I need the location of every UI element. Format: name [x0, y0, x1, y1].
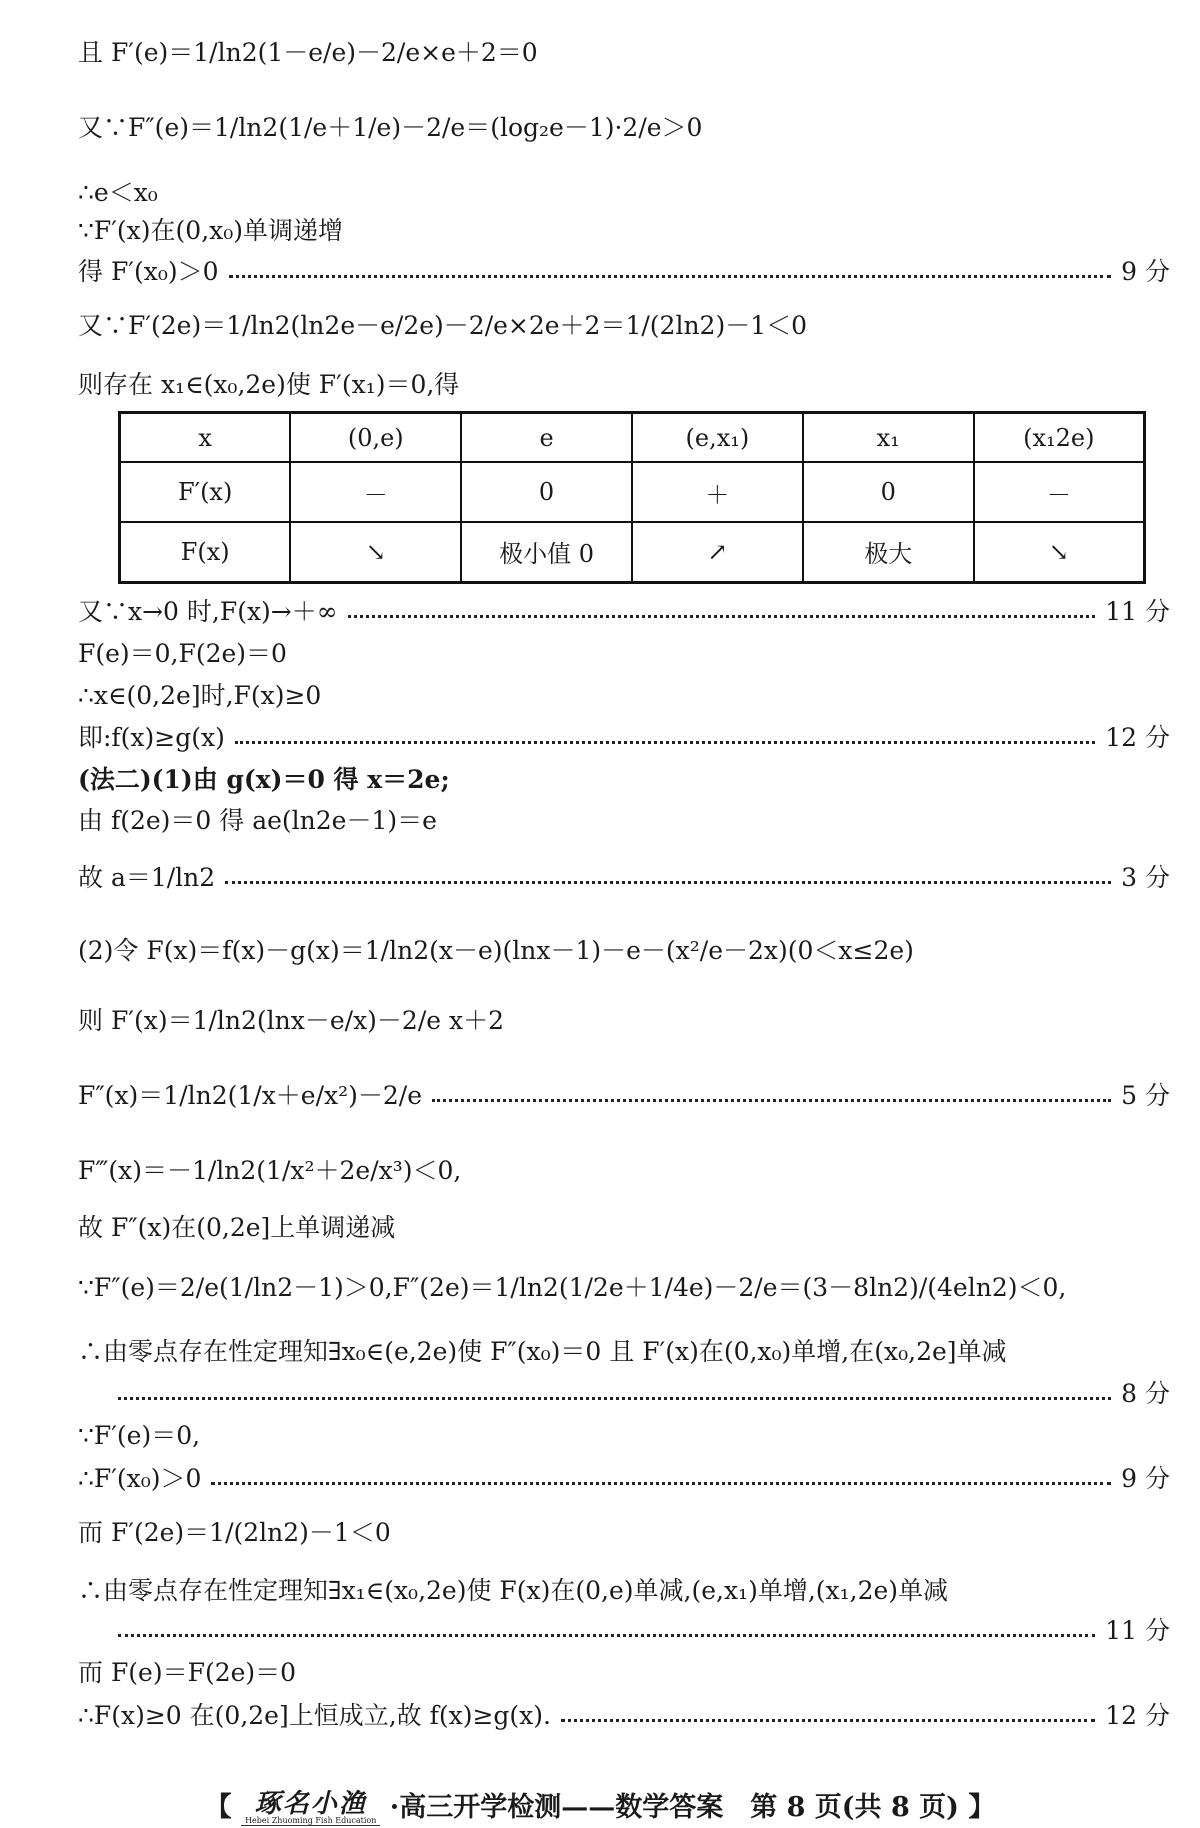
line-text: 得 F′(x₀)＞0 [78, 257, 219, 286]
line [78, 1215, 1170, 1240]
line-text: (2)令 F(x)＝f(x)－g(x)＝1/ln2(x－e)(lnx－1)－e－(x²/e－2x)(0＜x≤2e) [78, 936, 914, 965]
line [78, 1466, 1170, 1491]
leader-dots [561, 1719, 1095, 1722]
line-text: F‴(x)＝－1/ln2(1/x²＋2e/x³)＜0, [78, 1156, 462, 1185]
line-text: ∴F′(x₀)＞0 [78, 1464, 202, 1493]
line-text: ∵F′(e)＝0, [78, 1421, 201, 1450]
line [78, 1578, 1170, 1603]
table-cell: (e,x₁) [632, 413, 803, 463]
line [78, 372, 1170, 397]
table-cell: － [290, 462, 461, 522]
sign-table [118, 411, 1146, 584]
line [78, 1423, 1170, 1448]
line [78, 1339, 1170, 1364]
line [78, 599, 1170, 624]
logo-sub: Hebei Zhuoming Fish Education [245, 1815, 377, 1825]
line [78, 180, 1170, 205]
leader-dots [348, 615, 1096, 618]
line-text: (法二)(1)由 g(x)＝0 得 x＝2e; [78, 765, 450, 794]
line [108, 1381, 1170, 1406]
line-text: 又∵x→0 时,F(x)→＋∞ [78, 597, 338, 626]
table-cell: 0 [803, 462, 974, 522]
footer-bracket-close: 】 [968, 1792, 996, 1823]
line [78, 683, 1170, 708]
score: 9 分 [1121, 257, 1170, 286]
footer-bracket-open: 【 [204, 1792, 232, 1823]
line-text: 而 F′(2e)＝1/(2ln2)－1＜0 [78, 1518, 391, 1547]
line-text: 则 F′(x)＝1/ln2(lnx－e/x)－2/e x＋2 [78, 1006, 505, 1035]
table-cell: F′(x) [120, 462, 291, 522]
score: 12 分 [1105, 723, 1170, 752]
score: 5 分 [1121, 1081, 1170, 1110]
line-text: 故 a＝1/ln2 [78, 863, 216, 892]
leader-dots [432, 1099, 1111, 1102]
line [78, 767, 1170, 792]
line [78, 865, 1170, 890]
line-text: ∵F′(x)在(0,x₀)单调递增 [78, 216, 344, 245]
line [78, 115, 1170, 140]
score: 3 分 [1121, 863, 1170, 892]
table-cell: (0,e) [290, 413, 461, 463]
line [78, 938, 1170, 963]
line-text: ∵F″(e)＝2/e(1/ln2－1)＞0,F″(2e)＝1/ln2(1/2e＋1/4e)－2/e＝(3－8ln2)/(4eln2)＜0, [78, 1273, 1067, 1302]
table-row [120, 462, 1145, 522]
line [78, 1660, 1170, 1685]
line-text: 又∵F″(e)＝1/ln2(1/e＋1/e)－2/e＝(log₂e－1)·2/e＞0 [78, 113, 703, 142]
line [78, 1083, 1170, 1108]
page-footer [0, 1785, 1200, 1826]
line [78, 1158, 1170, 1183]
logo-main: 琢名小渔 [254, 1788, 367, 1819]
line [78, 1520, 1170, 1545]
table-cell: x [120, 413, 291, 463]
line [78, 1008, 1170, 1033]
table-cell: ↘ [974, 522, 1145, 583]
line-text: F″(x)＝1/ln2(1/x＋e/x²)－2/e [78, 1081, 423, 1110]
line [78, 1275, 1170, 1300]
line-text: F(e)＝0,F(2e)＝0 [78, 639, 287, 668]
line [78, 40, 1170, 65]
line [78, 313, 1170, 338]
line-text: 即:f(x)≥g(x) [78, 723, 225, 752]
table-cell: 极小值 0 [461, 522, 632, 583]
table-cell: ＋ [632, 462, 803, 522]
score: 11 分 [1105, 1616, 1170, 1645]
table-cell: ↗ [632, 522, 803, 583]
leader-dots [235, 741, 1095, 744]
table-cell: (x₁2e) [974, 413, 1145, 463]
line-text: ∴由零点存在性定理知∃x₀∈(e,2e)使 F″(x₀)＝0 且 F′(x)在(0,x₀)单增,在(x₀,2e]单减 [78, 1337, 1007, 1366]
table-row [120, 522, 1145, 583]
table-cell: 0 [461, 462, 632, 522]
score: 9 分 [1121, 1464, 1170, 1493]
score: 8 分 [1121, 1379, 1170, 1408]
table-cell: － [974, 462, 1145, 522]
leader-dots [211, 1482, 1111, 1485]
leader-dots [118, 1397, 1111, 1400]
line [78, 725, 1170, 750]
line [78, 218, 1170, 243]
leader-dots [118, 1634, 1095, 1637]
score: 12 分 [1105, 1701, 1170, 1730]
leader-dots [229, 275, 1112, 278]
score: 11 分 [1105, 597, 1170, 626]
line-text: ∴x∈(0,2e]时,F(x)≥0 [78, 681, 322, 710]
table-row [120, 413, 1145, 463]
table-cell: ↘ [290, 522, 461, 583]
line-text: 则存在 x₁∈(x₀,2e)使 F′(x₁)＝0,得 [78, 370, 460, 399]
table-cell: x₁ [803, 413, 974, 463]
line-text: 且 F′(e)＝1/ln2(1－e/e)－2/e×e＋2＝0 [78, 38, 538, 67]
line [78, 808, 1170, 833]
table-cell: e [461, 413, 632, 463]
line-text: 又∵F′(2e)＝1/ln2(ln2e－e/2e)－2/e×2e＋2＝1/(2ln2)－1＜0 [78, 311, 808, 340]
line [78, 641, 1170, 666]
line-text: ∴由零点存在性定理知∃x₁∈(x₀,2e)使 F(x)在(0,e)单减,(e,x₁)单增,(x₁,2e)单减 [78, 1576, 949, 1605]
line-text: ∴F(x)≥0 在(0,2e]上恒成立,故 f(x)≥g(x). [78, 1701, 551, 1730]
table-cell: F(x) [120, 522, 291, 583]
line [108, 1618, 1170, 1643]
line [78, 1703, 1170, 1728]
table-cell: 极大 [803, 522, 974, 583]
line-text: 故 F″(x)在(0,2e]上单调递减 [78, 1213, 396, 1242]
line-text: 由 f(2e)＝0 得 ae(ln2e－1)＝e [78, 806, 437, 835]
line-text: 而 F(e)＝F(2e)＝0 [78, 1658, 297, 1687]
line [78, 259, 1170, 284]
publisher-logo [241, 1788, 380, 1827]
line-text: ∴e＜x₀ [78, 178, 158, 207]
footer-text: ·高三开学检测——数学答案 第 8 页(共 8 页) [389, 1792, 959, 1823]
leader-dots [225, 881, 1111, 884]
